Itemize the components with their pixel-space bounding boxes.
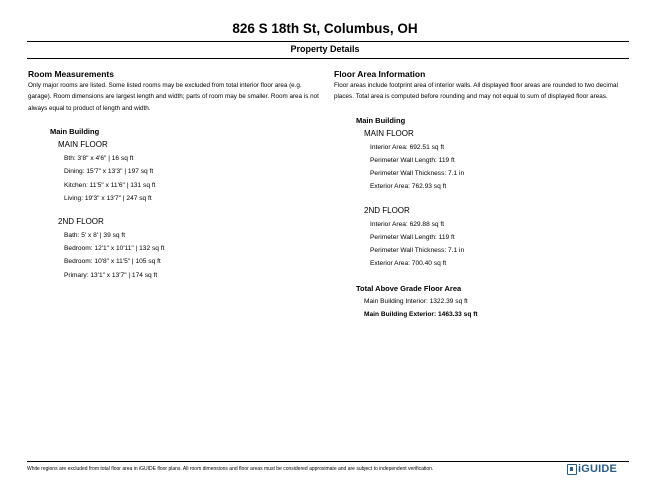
floor-name: MAIN FLOOR: [58, 140, 108, 150]
building-name: Main Building: [356, 115, 406, 125]
floor-name: MAIN FLOOR: [364, 128, 414, 138]
room-row: Primary: 13'1" x 13'7" | 174 sq ft: [64, 271, 158, 279]
room-row: Kitchen: 11'5" x 11'6" | 131 sq ft: [64, 181, 156, 189]
page-title: 826 S 18th St, Columbus, OH: [232, 21, 418, 36]
building-name: Main Building: [50, 127, 100, 137]
iguide-logo-icon: [567, 464, 577, 475]
room-measurements-description: Only major rooms are listed. Some listed rooms may be excluded from total interior floor area (e.g. garage). Room dimensions are largest length and width; parts of room may be smaller. Room area is not always equal to product of length and width.: [28, 82, 319, 112]
area-row: Interior Area: 692.51 sq ft: [370, 143, 445, 151]
room-row: Bedroom: 10'8" x 11'5" | 105 sq ft: [64, 258, 161, 266]
floor-area-section: [334, 68, 634, 320]
area-row: Perimeter Wall Thickness: 7.1 in: [370, 170, 465, 178]
footer-note: White regions are excluded from total floor area in iGUIDE floor plans. All room dimensions and floor areas must be considered approximate and are subject to independent verification.: [27, 466, 434, 472]
page-subtitle: Property Details: [290, 44, 360, 54]
room-row: Bath: 5' x 8' | 39 sq ft: [64, 232, 126, 240]
room-row: Dining: 15'7" x 13'3" | 197 sq ft: [64, 168, 154, 176]
room-row: Bth: 3'8" x 4'6" | 16 sq ft: [64, 155, 134, 163]
floor-area-title: Floor Area Information: [334, 69, 426, 79]
area-row: Exterior Area: 762.93 sq ft: [370, 183, 447, 191]
area-row: Perimeter Wall Thickness: 7.1 in: [370, 247, 465, 255]
iguide-logo-text: iGUIDE: [578, 463, 618, 475]
footer-divider: [27, 461, 629, 462]
area-row: Interior Area: 629.88 sq ft: [370, 220, 445, 228]
area-row: Perimeter Wall Length: 119 ft: [370, 233, 455, 241]
header-divider: [27, 58, 629, 59]
floor-name: 2ND FLOOR: [58, 217, 104, 227]
room-measurements-title: Room Measurements: [28, 69, 114, 79]
iguide-logo: [567, 462, 617, 476]
total-interior-area: Main Building Interior: 1322.39 sq ft: [364, 298, 468, 306]
area-row: Exterior Area: 700.40 sq ft: [370, 260, 447, 268]
floor-area-description: Floor areas include footprint area of interior walls. All displayed floor areas are rounded to two decimal places. Total area is computed before rounding and may not equal to sum of displayed floor areas.: [334, 82, 618, 101]
top-divider: [27, 41, 629, 42]
total-exterior-area: Main Building Exterior: 1463.33 sq ft: [364, 311, 478, 319]
floor-name: 2ND FLOOR: [364, 205, 410, 215]
room-row: Bedroom: 12'1" x 10'11" | 132 sq ft: [64, 245, 165, 253]
total-area-title: Total Above Grade Floor Area: [356, 284, 462, 294]
room-measurements-section: [28, 68, 328, 281]
room-row: Living: 19'3" x 13'7" | 247 sq ft: [64, 194, 152, 202]
area-row: Perimeter Wall Length: 119 ft: [370, 157, 455, 165]
